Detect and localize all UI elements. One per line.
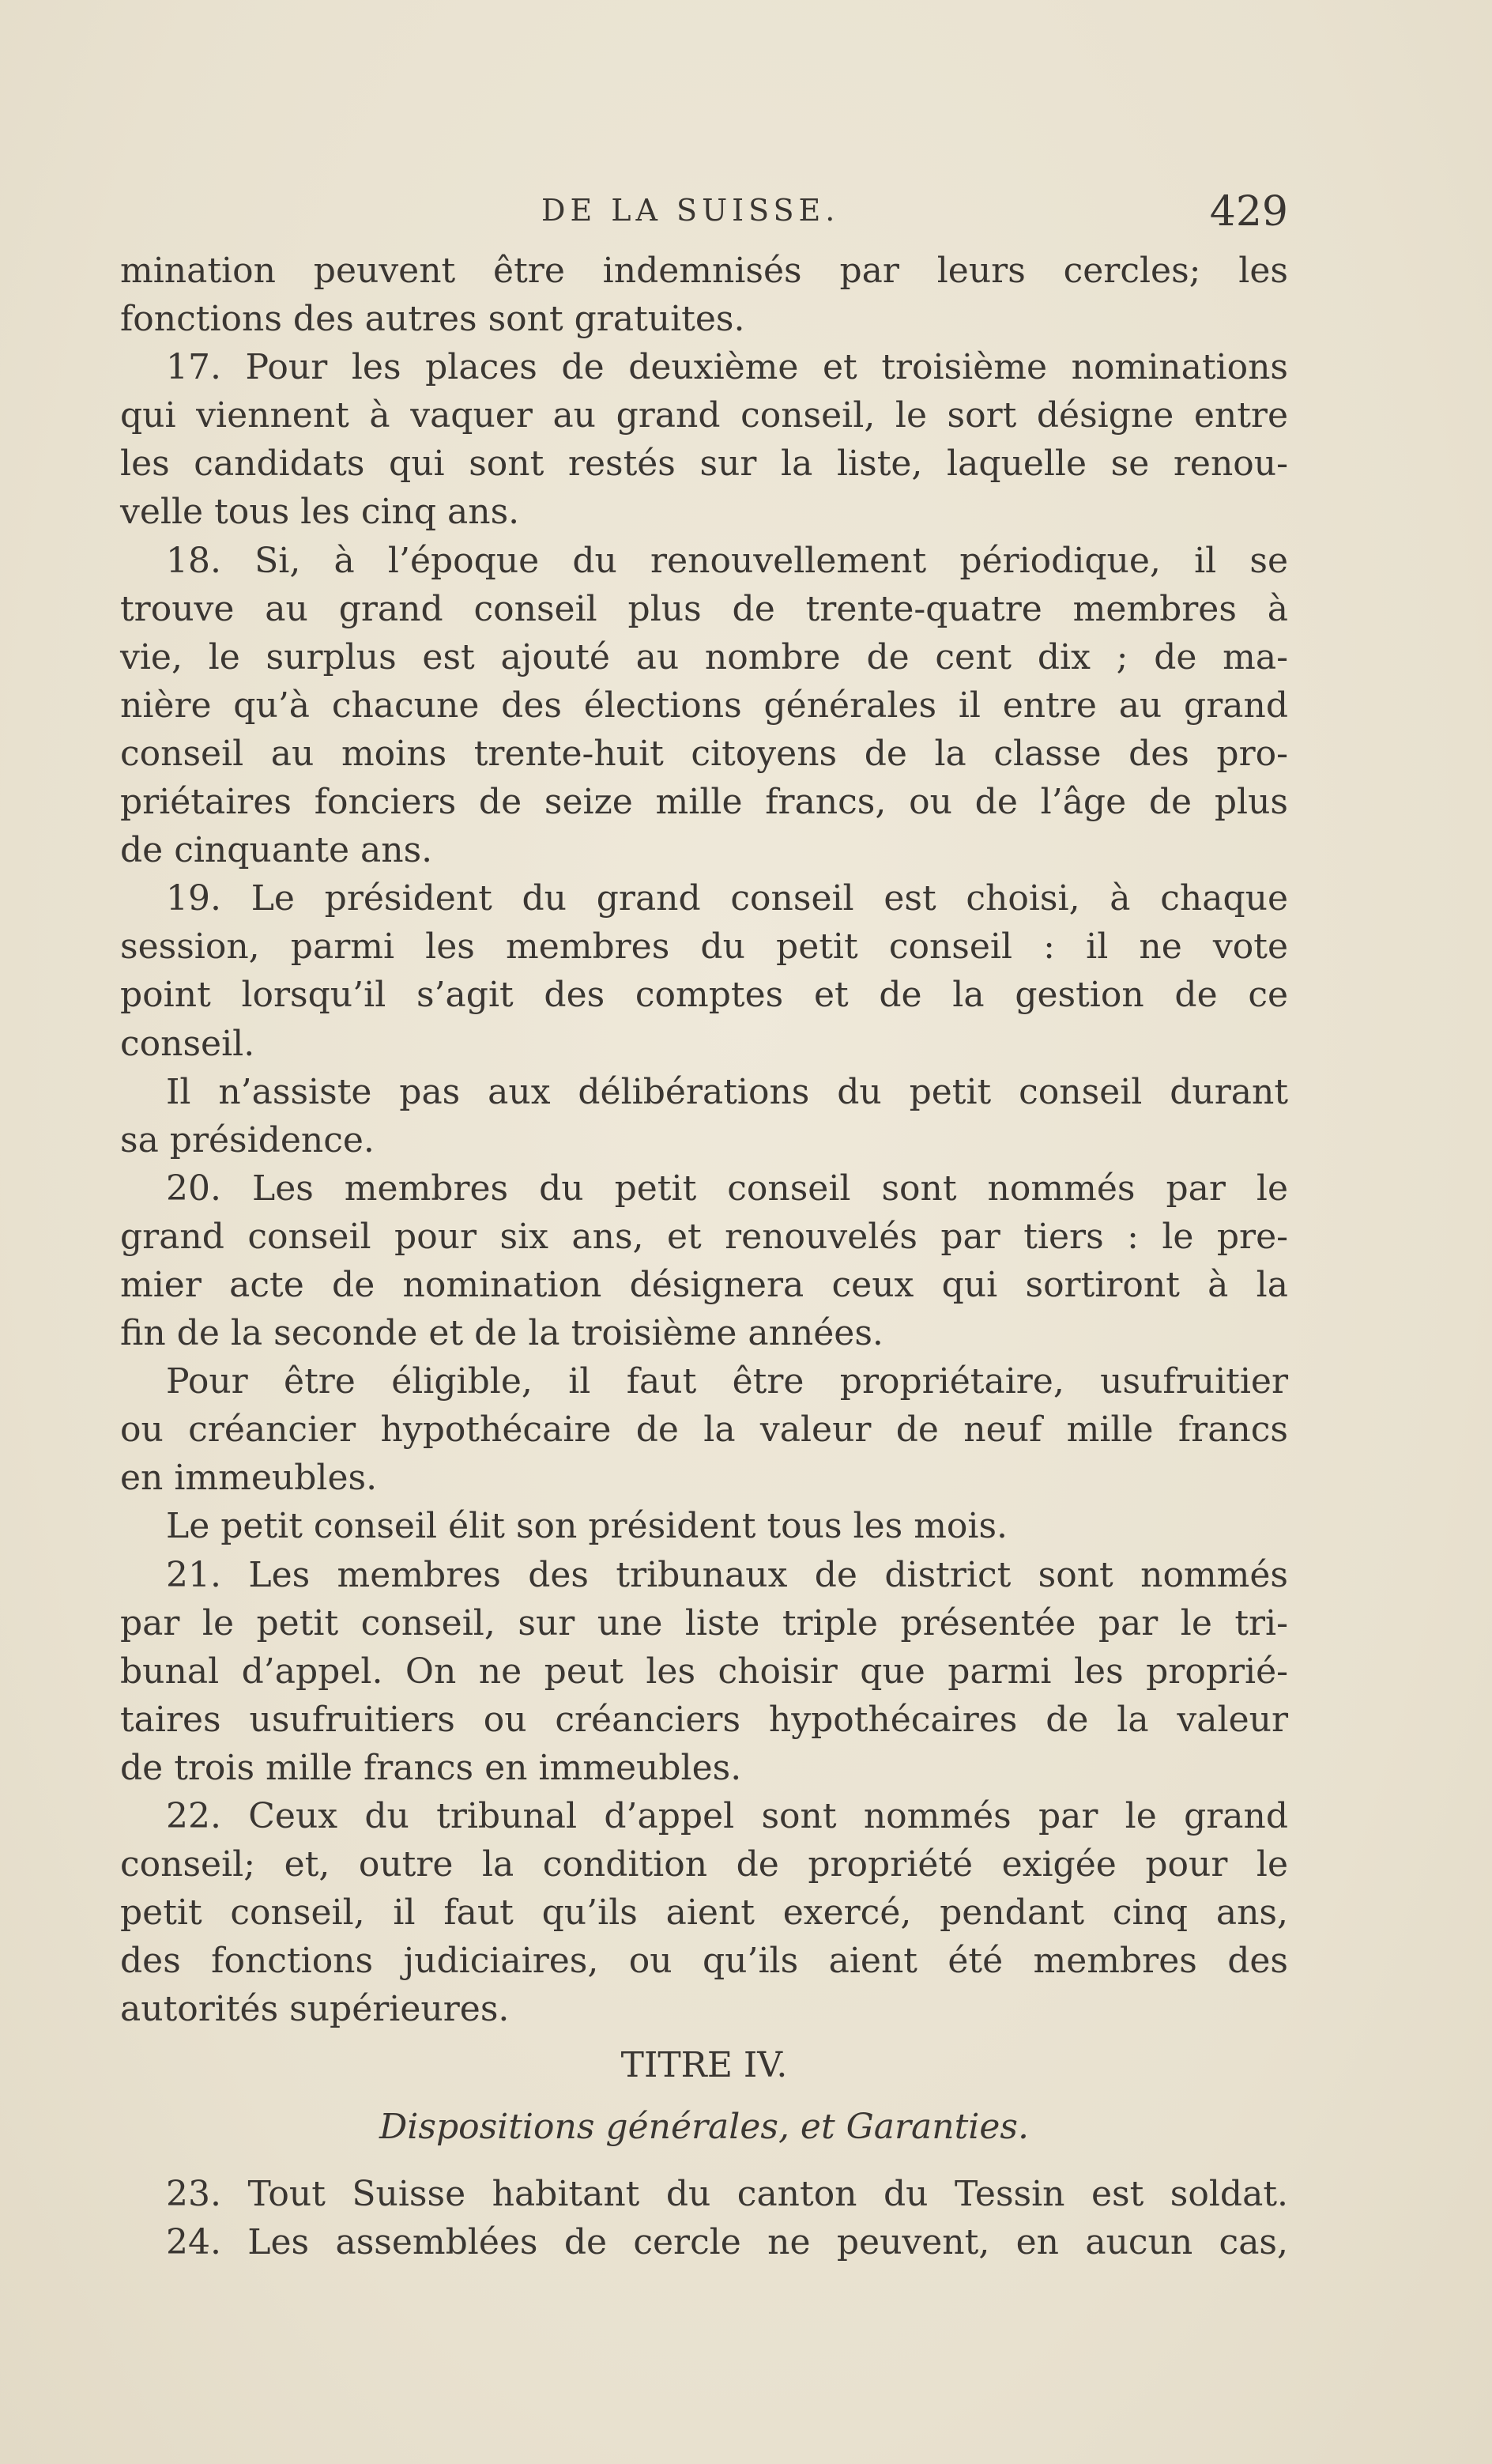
text-line: nière qu’à chacune des élections générales il entre au grand xyxy=(120,685,1288,726)
text-line: 18. Si, à l’époque du renouvellement périodique, il se xyxy=(166,540,1288,581)
text-line: 20. Les membres du petit conseil sont nommés par le xyxy=(166,1168,1288,1209)
text-line: point lorsqu’il s’agit des comptes et de la gestion de ce xyxy=(120,975,1288,1016)
text-line: conseil. xyxy=(120,1023,255,1064)
text-line: conseil; et, outre la condition de propriété exigée pour le xyxy=(120,1844,1288,1885)
text-line: de trois mille francs en immeubles. xyxy=(120,1747,742,1788)
text-line: 21. Les membres des tribunaux de district sont nommés xyxy=(166,1554,1288,1595)
running-head: DE LA SUISSE. xyxy=(541,193,840,228)
text-line: par le petit conseil, sur une liste triple présentée par le tri- xyxy=(120,1602,1288,1643)
text-line: taires usufruitiers ou créanciers hypothécaires de la valeur xyxy=(120,1699,1288,1740)
text-line: session, parmi les membres du petit conseil : il ne vote xyxy=(120,926,1288,968)
text-line: Il n’assiste pas aux délibérations du petit conseil durant xyxy=(166,1071,1288,1112)
text-line: 23. Tout Suisse habitant du canton du Tessin est soldat. xyxy=(166,2173,1288,2214)
text-line: velle tous les cinq ans. xyxy=(120,492,520,533)
section-title: TITRE IV. xyxy=(620,2045,788,2086)
text-line: de cinquante ans. xyxy=(120,830,433,871)
text-line: Pour être éligible, il faut être propriétaire, usufruitier xyxy=(166,1361,1288,1402)
text-line: 19. Le président du grand conseil est choisi, à chaque xyxy=(166,878,1288,919)
text-line: petit conseil, il faut qu’ils aient exercé, pendant cinq ans, xyxy=(120,1892,1288,1934)
text-line: 17. Pour les places de deuxième et troisième nominations xyxy=(166,347,1288,388)
text-line: des fonctions judiciaires, ou qu’ils aient été membres des xyxy=(120,1941,1288,1982)
text-line: qui viennent à vaquer au grand conseil, le sort désigne entre xyxy=(120,395,1288,436)
text-line: 22. Ceux du tribunal d’appel sont nommés par le grand xyxy=(166,1796,1288,1836)
text-line: sa présidence. xyxy=(120,1119,375,1160)
text-line: 24. Les assemblées de cercle ne peuvent, en aucun cas, xyxy=(166,2221,1288,2262)
text-line: Le petit conseil élit son président tous les mois. xyxy=(166,1506,1008,1547)
text-line: fin de la seconde et de la troisième années. xyxy=(120,1313,884,1354)
text-line: bunal d’appel. On ne peut les choisir que parmi les proprié- xyxy=(120,1651,1288,1692)
text-line: vie, le surplus est ajouté au nombre de cent dix ; de ma- xyxy=(120,636,1288,677)
text-line: ou créancier hypothécaire de la valeur de neuf mille francs xyxy=(120,1409,1288,1451)
text-line: grand conseil pour six ans, et renouvelés par tiers : le pre- xyxy=(120,1216,1288,1257)
page-body xyxy=(120,247,1288,2266)
text-line: fonctions des autres sont gratuites. xyxy=(120,299,745,340)
text-line: conseil au moins trente-huit citoyens de la classe des pro- xyxy=(120,733,1288,774)
page-header xyxy=(119,188,1288,243)
text-line: mination peuvent être indemnisés par leurs cercles; les xyxy=(120,251,1288,291)
text-line: trouve au grand conseil plus de trente-quatre membres à xyxy=(120,588,1288,629)
text-line: en immeubles. xyxy=(120,1458,378,1499)
text-line: priétaires fonciers de seize mille francs, ou de l’âge de plus xyxy=(120,782,1288,823)
text-line: les candidats qui sont restés sur la liste, laquelle se renou- xyxy=(120,443,1288,485)
section-subtitle: Dispositions générales, et Garanties. xyxy=(379,2106,1029,2147)
text-line: mier acte de nomination désignera ceux qui sortiront à la xyxy=(120,1264,1288,1305)
text-line: autorités supérieures. xyxy=(120,1989,510,2030)
page-number: 429 xyxy=(1209,188,1288,236)
